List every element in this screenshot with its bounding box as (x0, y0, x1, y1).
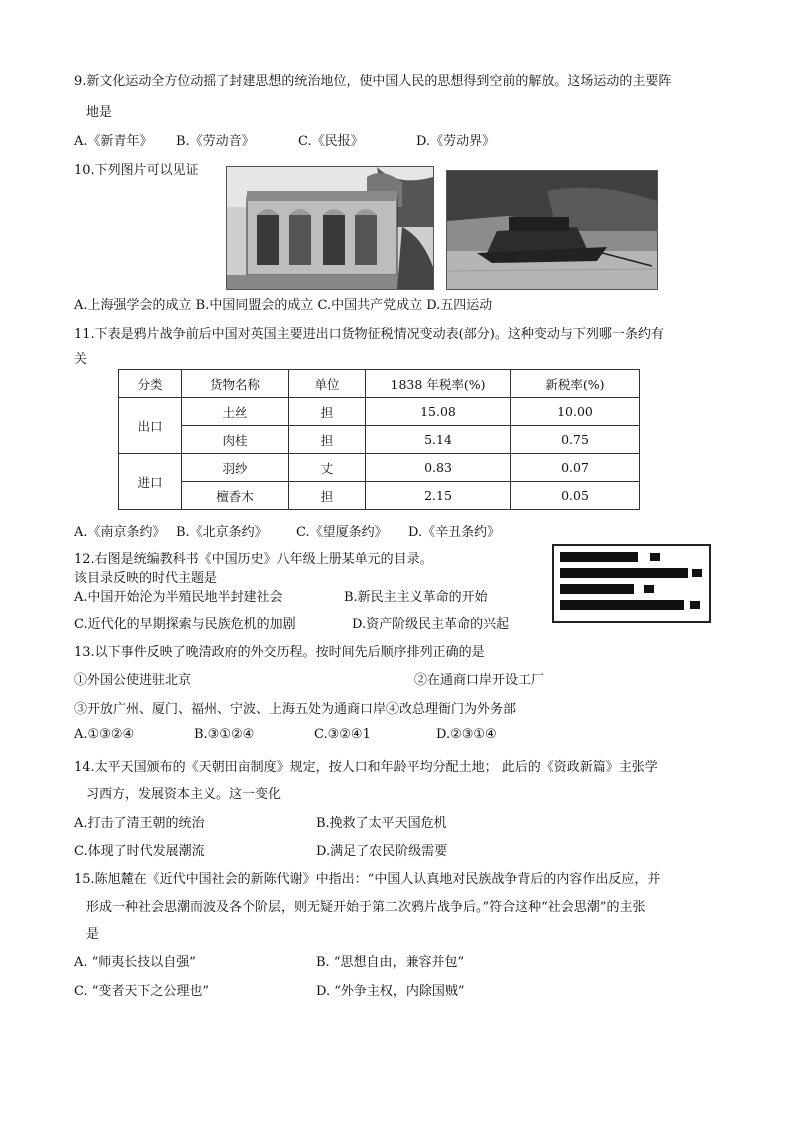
cell: 0.75 (511, 426, 640, 454)
table-row (119, 482, 640, 510)
cell: 0.07 (511, 454, 640, 482)
q13-option-d[interactable]: D.②③①④ (436, 727, 497, 742)
q9-option-d[interactable]: D.《劳动界》 (416, 134, 496, 149)
q11-stem-cont: 关 (74, 352, 88, 367)
q13-option-c[interactable]: C.③②④1 (314, 727, 371, 742)
cell: 2.15 (366, 482, 511, 510)
tax-table (118, 369, 640, 510)
cell: 0.05 (511, 482, 640, 510)
q9-stem: 9.新文化运动全方位动摇了封建思想的统治地位，使中国人民的思想得到空前的解放。这场运动的主要阵 (74, 74, 672, 89)
q9-option-a[interactable]: A.《新青年》 (74, 134, 153, 149)
cell: 丈 (289, 454, 366, 482)
category-cell: 进口 (119, 454, 182, 510)
header-cell: 分类 (119, 370, 182, 398)
cell: 0.83 (366, 454, 511, 482)
q12-stem: 12.右图是统编教科书《中国历史》八年级上册某单元的目录。 (74, 552, 433, 567)
header-cell: 单位 (289, 370, 366, 398)
red-boat-photo (446, 170, 658, 290)
toc-line (560, 568, 688, 578)
header-cell: 货物名称 (182, 370, 289, 398)
cell: 担 (289, 482, 366, 510)
q12-option-b[interactable]: B.新民主主义革命的开始 (344, 590, 488, 605)
building-photo (226, 166, 434, 290)
q15-option-a[interactable]: A. “师夷长技以自强” (74, 955, 196, 970)
toc-page (644, 585, 654, 593)
cell: 担 (289, 398, 366, 426)
cell: 羽纱 (182, 454, 289, 482)
textbook-contents-image (552, 544, 711, 623)
cell: 土丝 (182, 398, 289, 426)
q13-item-2: ②在通商口岸开设工厂 (414, 673, 545, 688)
q12-stem-cont: 该目录反映的时代主题是 (74, 571, 218, 586)
q13-option-a[interactable]: A.①③②④ (74, 727, 135, 742)
q14-option-b[interactable]: B.挽救了太平天国危机 (316, 816, 447, 831)
toc-page (650, 553, 660, 561)
header-cell: 1838 年税率(%) (366, 370, 511, 398)
toc-line (560, 584, 634, 594)
q14-stem-cont: 习西方，发展资本主义。这一变化 (86, 787, 282, 802)
cell: 肉桂 (182, 426, 289, 454)
q13-item-1: ①外国公使进驻北京 (74, 673, 192, 688)
q11-option-b[interactable]: B.《北京条约》 (176, 525, 268, 540)
toc-line (560, 552, 638, 562)
q10-stem: 10.下列图片可以见证 (74, 163, 199, 178)
header-cell: 新税率(%) (511, 370, 640, 398)
q15-option-b[interactable]: B. “思想自由，兼容并包” (316, 955, 465, 970)
category-cell: 出口 (119, 398, 182, 454)
table-header-row (119, 370, 640, 398)
table-row (119, 398, 640, 426)
table-row (119, 426, 640, 454)
cell: 担 (289, 426, 366, 454)
toc-page (692, 569, 702, 577)
q13-item-3-4: ③开放广州、厦门、福州、宁波、上海五处为通商口岸④改总理衙门为外务部 (74, 702, 517, 717)
q11-option-c[interactable]: C.《望厦条约》 (296, 525, 388, 540)
cell: 15.08 (366, 398, 511, 426)
q12-option-d[interactable]: D.资产阶级民主革命的兴起 (352, 617, 510, 632)
q9-stem-cont: 地是 (86, 105, 113, 120)
q15-stem-end: 是 (86, 927, 100, 942)
q12-option-a[interactable]: A.中国开始沦为半殖民地半封建社会 (74, 590, 283, 605)
q14-option-d[interactable]: D.满足了农民阶级需要 (316, 844, 448, 859)
q15-option-d[interactable]: D. “外争主权，内除国贼” (316, 984, 465, 999)
toc-page (690, 601, 700, 609)
q15-stem: 15.陈旭麓在《近代中国社会的新陈代谢》中指出：“中国人认真地对民族战争背后的内容作出反应，并 (74, 872, 661, 887)
q14-stem: 14.太平天国颁布的《天朝田亩制度》规定，按人口和年龄平均分配土地； 此后的《资政新篇》主张学 (74, 760, 658, 775)
q11-stem: 11.下表是鸦片战争前后中国对英国主要进出口货物征税情况变动表(部分)。这种变动与下列哪一条约有 (74, 327, 664, 342)
q14-option-a[interactable]: A.打击了清王朝的统治 (74, 816, 205, 831)
q12-option-c[interactable]: C.近代化的早期探索与民族危机的加剧 (74, 617, 296, 632)
q13-option-b[interactable]: B.③①②④ (194, 727, 255, 742)
q11-option-d[interactable]: D.《辛丑条约》 (408, 525, 501, 540)
q9-option-b[interactable]: B.《劳动音》 (176, 134, 255, 149)
q10-options[interactable]: A.上海强学会的成立 B.中国同盟会的成立 C.中国共产党成立 D.五四运动 (74, 298, 493, 313)
table-row (119, 454, 640, 482)
q9-option-c[interactable]: C.《民报》 (298, 134, 364, 149)
q15-option-c[interactable]: C. “变者天下之公理也” (74, 984, 210, 999)
cell: 5.14 (366, 426, 511, 454)
q11-option-a[interactable]: A.《南京条约》 (74, 525, 166, 540)
q14-option-c[interactable]: C.体现了时代发展潮流 (74, 844, 205, 859)
cell: 檀香木 (182, 482, 289, 510)
toc-line (560, 600, 684, 610)
q13-stem: 13.以下事件反映了晚清政府的外交历程。按时间先后顺序排列正确的是 (74, 645, 485, 660)
q15-stem-cont: 形成一种社会思潮而波及各个阶层，则无疑开始于第二次鸦片战争后。”符合这种“社会思潮”的主张 (86, 900, 646, 915)
cell: 10.00 (511, 398, 640, 426)
